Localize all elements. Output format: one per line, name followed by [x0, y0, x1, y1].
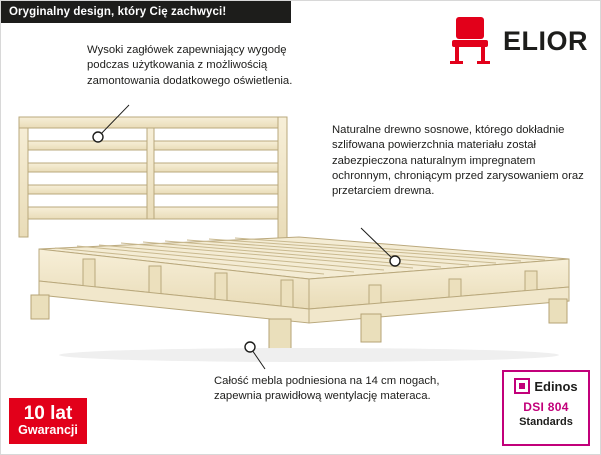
- edinos-badge: [502, 370, 590, 446]
- brand-name: ELIOR: [502, 25, 588, 56]
- callout-headboard: Wysoki zagłówek zapewniający wygodę podczas użytkowania z możliwością zamontowania dodatkowego oświetlenia.: [87, 44, 293, 87]
- header-banner: Oryginalny design, który Cię zachwyci!: [1, 1, 291, 23]
- warranty-label: Gwarancji: [18, 423, 78, 438]
- edinos-standards-label: Standards: [519, 416, 573, 428]
- edinos-mark-icon: [514, 378, 530, 394]
- callout-wood: Naturalne drewno sosnowe, którego dokładnie szlifowana powierzchnia materiału został zabezpieczona naturalnym impregnatem ochronnym, chroniącym przed zarysowaniem oraz przetarciem drewna.: [332, 124, 584, 198]
- edinos-dsi-code: DSI 804: [523, 400, 569, 414]
- warranty-years: 10 lat: [23, 403, 73, 425]
- edinos-header: [514, 378, 577, 394]
- red-chair-icon: [445, 15, 495, 67]
- brand-logo: [445, 15, 588, 67]
- warranty-badge: [9, 398, 87, 444]
- callout-legs: Całość mebla podniesiona na 14 cm nogach, zapewnia prawidłową wentylację materaca.: [214, 375, 440, 403]
- edinos-name: Edinos: [534, 378, 578, 394]
